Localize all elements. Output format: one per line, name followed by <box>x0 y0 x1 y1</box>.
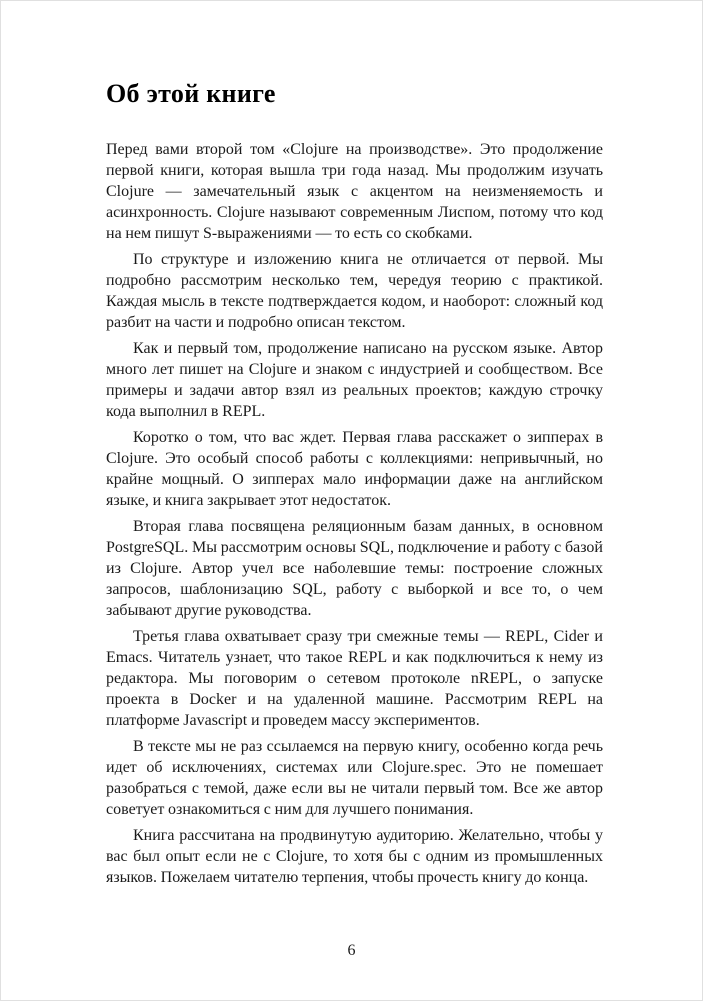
paragraph: Коротко о том, что вас ждет. Первая глава расскажет о зипперах в Clojure. Это особый способ работы с коллекциями: непривычный, но крайне мощный. О зипперах мало информации даже на английском языке, и книга закрывает этот недостаток. <box>106 429 603 509</box>
paragraph: Как и первый том, продолжение написано на русском языке. Автор много лет пишет на Clojure и знаком с индустрией и сообществом. Все примеры и задачи автор взял из реальных проектов; каждую строчку кода выполнил в REPL. <box>106 340 603 420</box>
page-content <box>106 79 603 893</box>
paragraph: Книга рассчитана на продвинутую аудиторию. Желательно, чтобы у вас был опыт если не с Clojure, то хотя бы с одним из промышленных языков. Пожелаем читателю терпения, чтобы прочесть книгу до конца. <box>106 827 603 886</box>
page-title: Об этой книге <box>106 79 276 108</box>
body-text <box>106 139 603 888</box>
paragraph: Третья глава охватывает сразу три смежные темы — REPL, Cider и Emacs. Читатель узнает, что такое REPL и как подключиться к нему из редактора. Мы поговорим о сетевом протоколе nREPL, о запуске проекта в Docker и на удаленной машине. Рассмотрим REPL на платформе Javascript и проведем массу экспериментов. <box>106 628 603 729</box>
page-number: 6 <box>347 942 356 959</box>
paragraph: Перед вами второй том «Clojure на производстве». Это продолжение первой книги, которая вышла три года назад. Мы продолжим изучать Clojure — замечательный язык с акцентом на неизменяемость и асинхронность. Clojure называют современным Лиспом, потому что код на нем пишут S-выражениями — то есть со скобками. <box>106 141 603 242</box>
paragraph: По структуре и изложению книга не отличается от первой. Мы подробно рассмотрим несколько тем, чередуя теорию с практикой. Каждая мысль в тексте подтверждается кодом, и наоборот: сложный код разбит на части и подробно описан текстом. <box>106 251 603 331</box>
paragraph: Вторая глава посвящена реляционным базам данных, в основном PostgreSQL. Мы рассмотрим основы SQL, подключение и работу с базой из Clojure. Автор учел все наболевшие темы: построение сложных запросов, шаблонизацию SQL, работу с выборкой и все то, о чем забывают другие руководства. <box>106 518 603 619</box>
paragraph: В тексте мы не раз ссылаемся на первую книгу, особенно когда речь идет об исключениях, системах или Clojure.spec. Это не помешает разобраться с темой, даже если вы не читали первый том. Все же автор советует ознакомиться с ним для лучшего понимания. <box>106 738 603 818</box>
